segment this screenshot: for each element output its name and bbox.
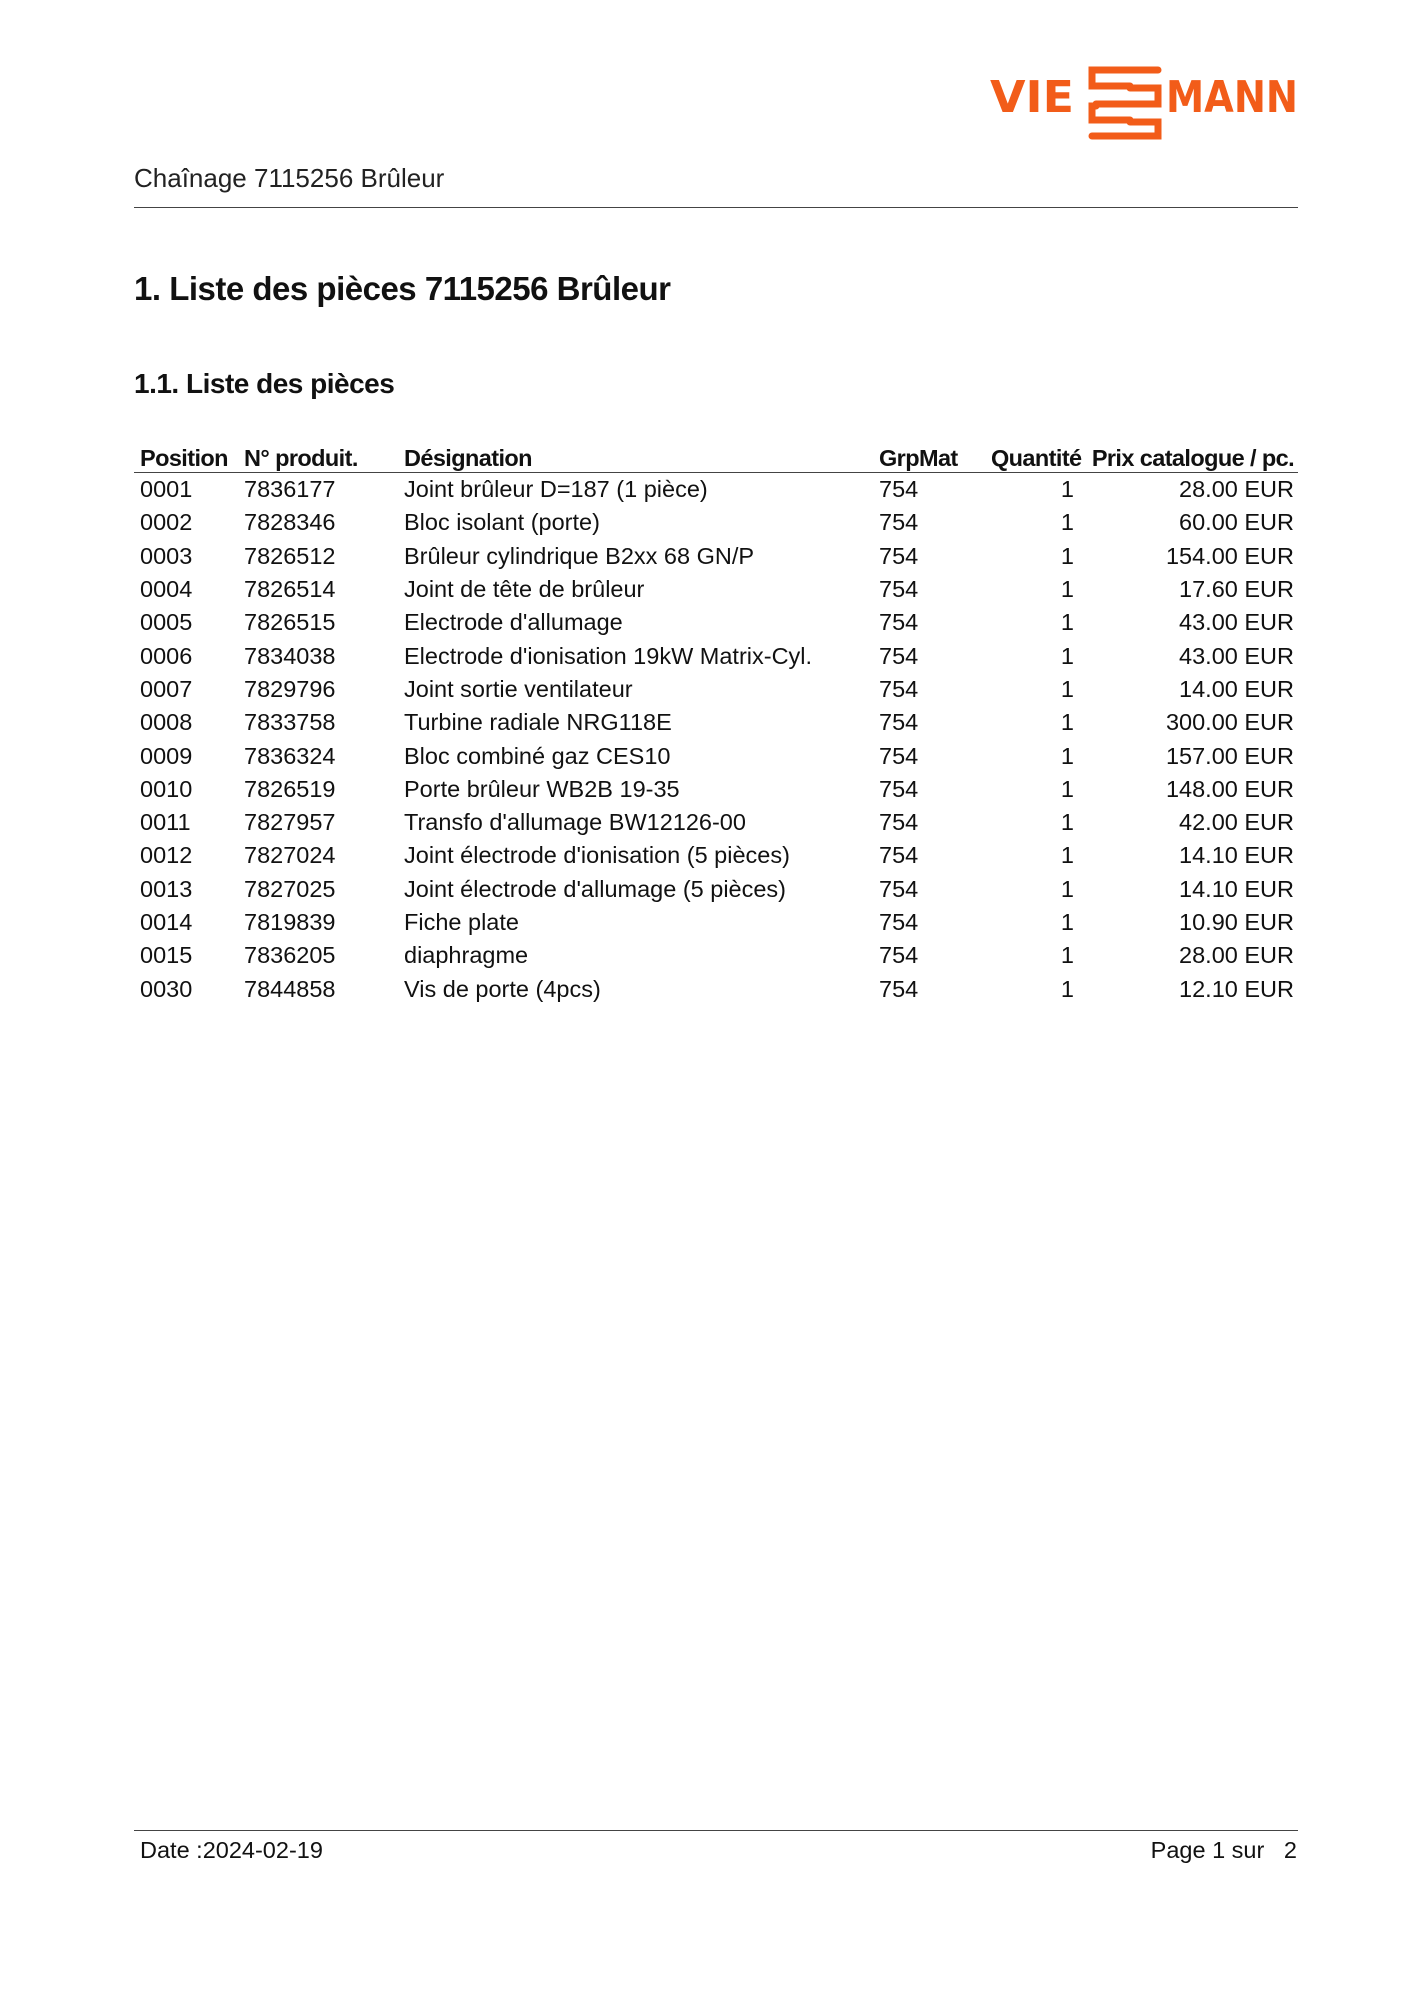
- cell-position: 0030: [140, 975, 193, 1002]
- cell-quantity: 1: [1060, 609, 1074, 636]
- cell-position: 0007: [140, 675, 193, 702]
- table-header-row: [134, 442, 1298, 473]
- parts-table-body: [134, 473, 1298, 1006]
- cell-designation: Electrode d'allumage: [404, 609, 623, 636]
- table-row: [134, 540, 1298, 573]
- cell-price: 12.10 EUR: [1179, 975, 1294, 1002]
- cell-price: 10.90 EUR: [1179, 909, 1294, 935]
- cell-designation: Joint de tête de brûleur: [404, 576, 645, 603]
- cell-product-no: 7819839: [244, 909, 336, 935]
- cell-position: 0006: [140, 642, 193, 669]
- cell-position: 0003: [140, 542, 193, 569]
- svg-text:VIE: VIE: [990, 72, 1074, 123]
- cell-product-no: 7826519: [244, 775, 336, 802]
- subsection-heading: 1.1. Liste des pièces: [134, 368, 395, 399]
- cell-designation: Fiche plate: [404, 909, 519, 935]
- cell-quantity: 1: [1060, 809, 1074, 836]
- footer-divider: [134, 1830, 1298, 1831]
- cell-price: 148.00 EUR: [1165, 775, 1294, 802]
- table-row: [134, 473, 1298, 507]
- table-row: [134, 639, 1298, 672]
- cell-position: 0012: [140, 842, 193, 869]
- cell-quantity: 1: [1060, 875, 1074, 902]
- cell-price: 14.00 EUR: [1179, 675, 1294, 702]
- svg-text:MANN: MANN: [1166, 72, 1298, 123]
- cell-grpmat: 754: [879, 975, 919, 1002]
- cell-grpmat: 754: [879, 842, 919, 869]
- cell-designation: Vis de porte (4pcs): [404, 975, 601, 1002]
- cell-position: 0008: [140, 709, 193, 736]
- cell-product-no: 7827024: [244, 842, 336, 869]
- cell-product-no: 7826515: [244, 609, 336, 636]
- cell-grpmat: 754: [879, 675, 919, 702]
- cell-price: 14.10 EUR: [1179, 842, 1294, 869]
- table-row: [134, 706, 1298, 739]
- cell-product-no: 7834038: [244, 642, 336, 669]
- cell-price: 43.00 EUR: [1179, 642, 1294, 669]
- cell-product-no: 7826514: [244, 576, 336, 603]
- section-heading: 1. Liste des pièces 7115256 Brûleur: [134, 270, 671, 307]
- cell-price: 43.00 EUR: [1179, 609, 1294, 636]
- cell-position: 0015: [140, 942, 193, 969]
- cell-quantity: 1: [1060, 842, 1074, 869]
- cell-product-no: 7836324: [244, 742, 336, 769]
- cell-price: 17.60 EUR: [1179, 576, 1294, 603]
- cell-quantity: 1: [1060, 742, 1074, 769]
- cell-designation: Joint électrode d'allumage (5 pièces): [404, 875, 787, 902]
- cell-quantity: 1: [1060, 642, 1074, 669]
- table-row: [134, 906, 1298, 939]
- cell-designation: Brûleur cylindrique B2xx 68 GN/P: [404, 542, 755, 569]
- cell-designation: Joint sortie ventilateur: [404, 675, 633, 702]
- cell-quantity: 1: [1060, 675, 1074, 702]
- cell-grpmat: 754: [879, 609, 919, 636]
- footer-page-number: Page 1 sur 2: [1150, 1837, 1297, 1863]
- cell-designation: Bloc combiné gaz CES10: [404, 742, 671, 769]
- table-row: [134, 773, 1298, 806]
- cell-grpmat: 754: [879, 775, 919, 802]
- cell-grpmat: 754: [879, 476, 919, 503]
- cell-price: 60.00 EUR: [1179, 509, 1294, 536]
- cell-quantity: 1: [1060, 942, 1074, 969]
- cell-product-no: 7836205: [244, 942, 336, 969]
- cell-grpmat: 754: [879, 576, 919, 603]
- viessmann-logo: [990, 62, 1300, 142]
- cell-position: 0013: [140, 875, 193, 902]
- cell-grpmat: 754: [879, 509, 919, 536]
- cell-grpmat: 754: [879, 875, 919, 902]
- cell-product-no: 7827025: [244, 875, 336, 902]
- column-header-price: Prix catalogue / pc.: [1084, 442, 1298, 473]
- cell-grpmat: 754: [879, 909, 919, 935]
- cell-price: 28.00 EUR: [1179, 476, 1294, 503]
- cell-designation: diaphragme: [404, 942, 529, 969]
- cell-position: 0009: [140, 742, 193, 769]
- column-header-position: Position: [134, 442, 238, 473]
- cell-product-no: 7836177: [244, 476, 336, 503]
- cell-grpmat: 754: [879, 642, 919, 669]
- cell-position: 0014: [140, 909, 193, 935]
- table-row: [134, 873, 1298, 906]
- cell-position: 0005: [140, 609, 193, 636]
- cell-price: 28.00 EUR: [1179, 942, 1294, 969]
- table-row: [134, 606, 1298, 639]
- cell-product-no: 7829796: [244, 675, 336, 702]
- cell-quantity: 1: [1060, 975, 1074, 1002]
- cell-quantity: 1: [1060, 576, 1074, 603]
- cell-quantity: 1: [1060, 509, 1074, 536]
- column-header-product-no: N° produit.: [238, 442, 398, 473]
- cell-designation: Turbine radiale NRG118E: [404, 709, 672, 736]
- cell-grpmat: 754: [879, 942, 919, 969]
- cell-quantity: 1: [1060, 709, 1074, 736]
- cell-grpmat: 754: [879, 742, 919, 769]
- cell-designation: Porte brûleur WB2B 19-35: [404, 775, 680, 802]
- parts-table: [134, 442, 1298, 1006]
- cell-quantity: 1: [1060, 476, 1074, 503]
- cell-grpmat: 754: [879, 809, 919, 836]
- cell-position: 0011: [140, 809, 191, 836]
- footer-date: Date :2024-02-19: [140, 1837, 323, 1863]
- table-row: [134, 506, 1298, 539]
- cell-designation: Bloc isolant (porte): [404, 509, 600, 536]
- table-row: [134, 739, 1298, 772]
- cell-designation: Transfo d'allumage BW12126-00: [404, 809, 746, 836]
- table-row: [134, 839, 1298, 872]
- cell-grpmat: 754: [879, 542, 919, 569]
- table-row: [134, 806, 1298, 839]
- header-divider: [134, 207, 1298, 208]
- table-row: [134, 939, 1298, 972]
- cell-price: 300.00 EUR: [1165, 709, 1294, 736]
- cell-position: 0001: [140, 476, 193, 503]
- table-row: [134, 972, 1298, 1005]
- document-header-title: Chaînage 7115256 Brûleur: [134, 163, 445, 193]
- cell-product-no: 7833758: [244, 709, 336, 736]
- cell-price: 154.00 EUR: [1165, 542, 1294, 569]
- table-row: [134, 673, 1298, 706]
- cell-product-no: 7826512: [244, 542, 336, 569]
- cell-designation: Electrode d'ionisation 19kW Matrix-Cyl.: [404, 642, 813, 669]
- column-header-designation: Désignation: [398, 442, 873, 473]
- cell-designation: Joint brûleur D=187 (1 pièce): [404, 476, 708, 503]
- cell-grpmat: 754: [879, 709, 919, 736]
- cell-product-no: 7828346: [244, 509, 336, 536]
- cell-position: 0004: [140, 576, 193, 603]
- table-row: [134, 573, 1298, 606]
- column-header-grpmat: GrpMat: [873, 442, 985, 473]
- cell-quantity: 1: [1060, 775, 1074, 802]
- cell-position: 0010: [140, 775, 193, 802]
- cell-product-no: 7827957: [244, 809, 336, 836]
- cell-price: 42.00 EUR: [1179, 809, 1294, 836]
- cell-position: 0002: [140, 509, 193, 536]
- cell-product-no: 7844858: [244, 975, 336, 1002]
- cell-designation: Joint électrode d'ionisation (5 pièces): [404, 842, 790, 869]
- cell-quantity: 1: [1060, 909, 1074, 935]
- cell-quantity: 1: [1060, 542, 1074, 569]
- cell-price: 157.00 EUR: [1165, 742, 1294, 769]
- column-header-quantity: Quantité: [985, 442, 1084, 473]
- cell-price: 14.10 EUR: [1179, 875, 1294, 902]
